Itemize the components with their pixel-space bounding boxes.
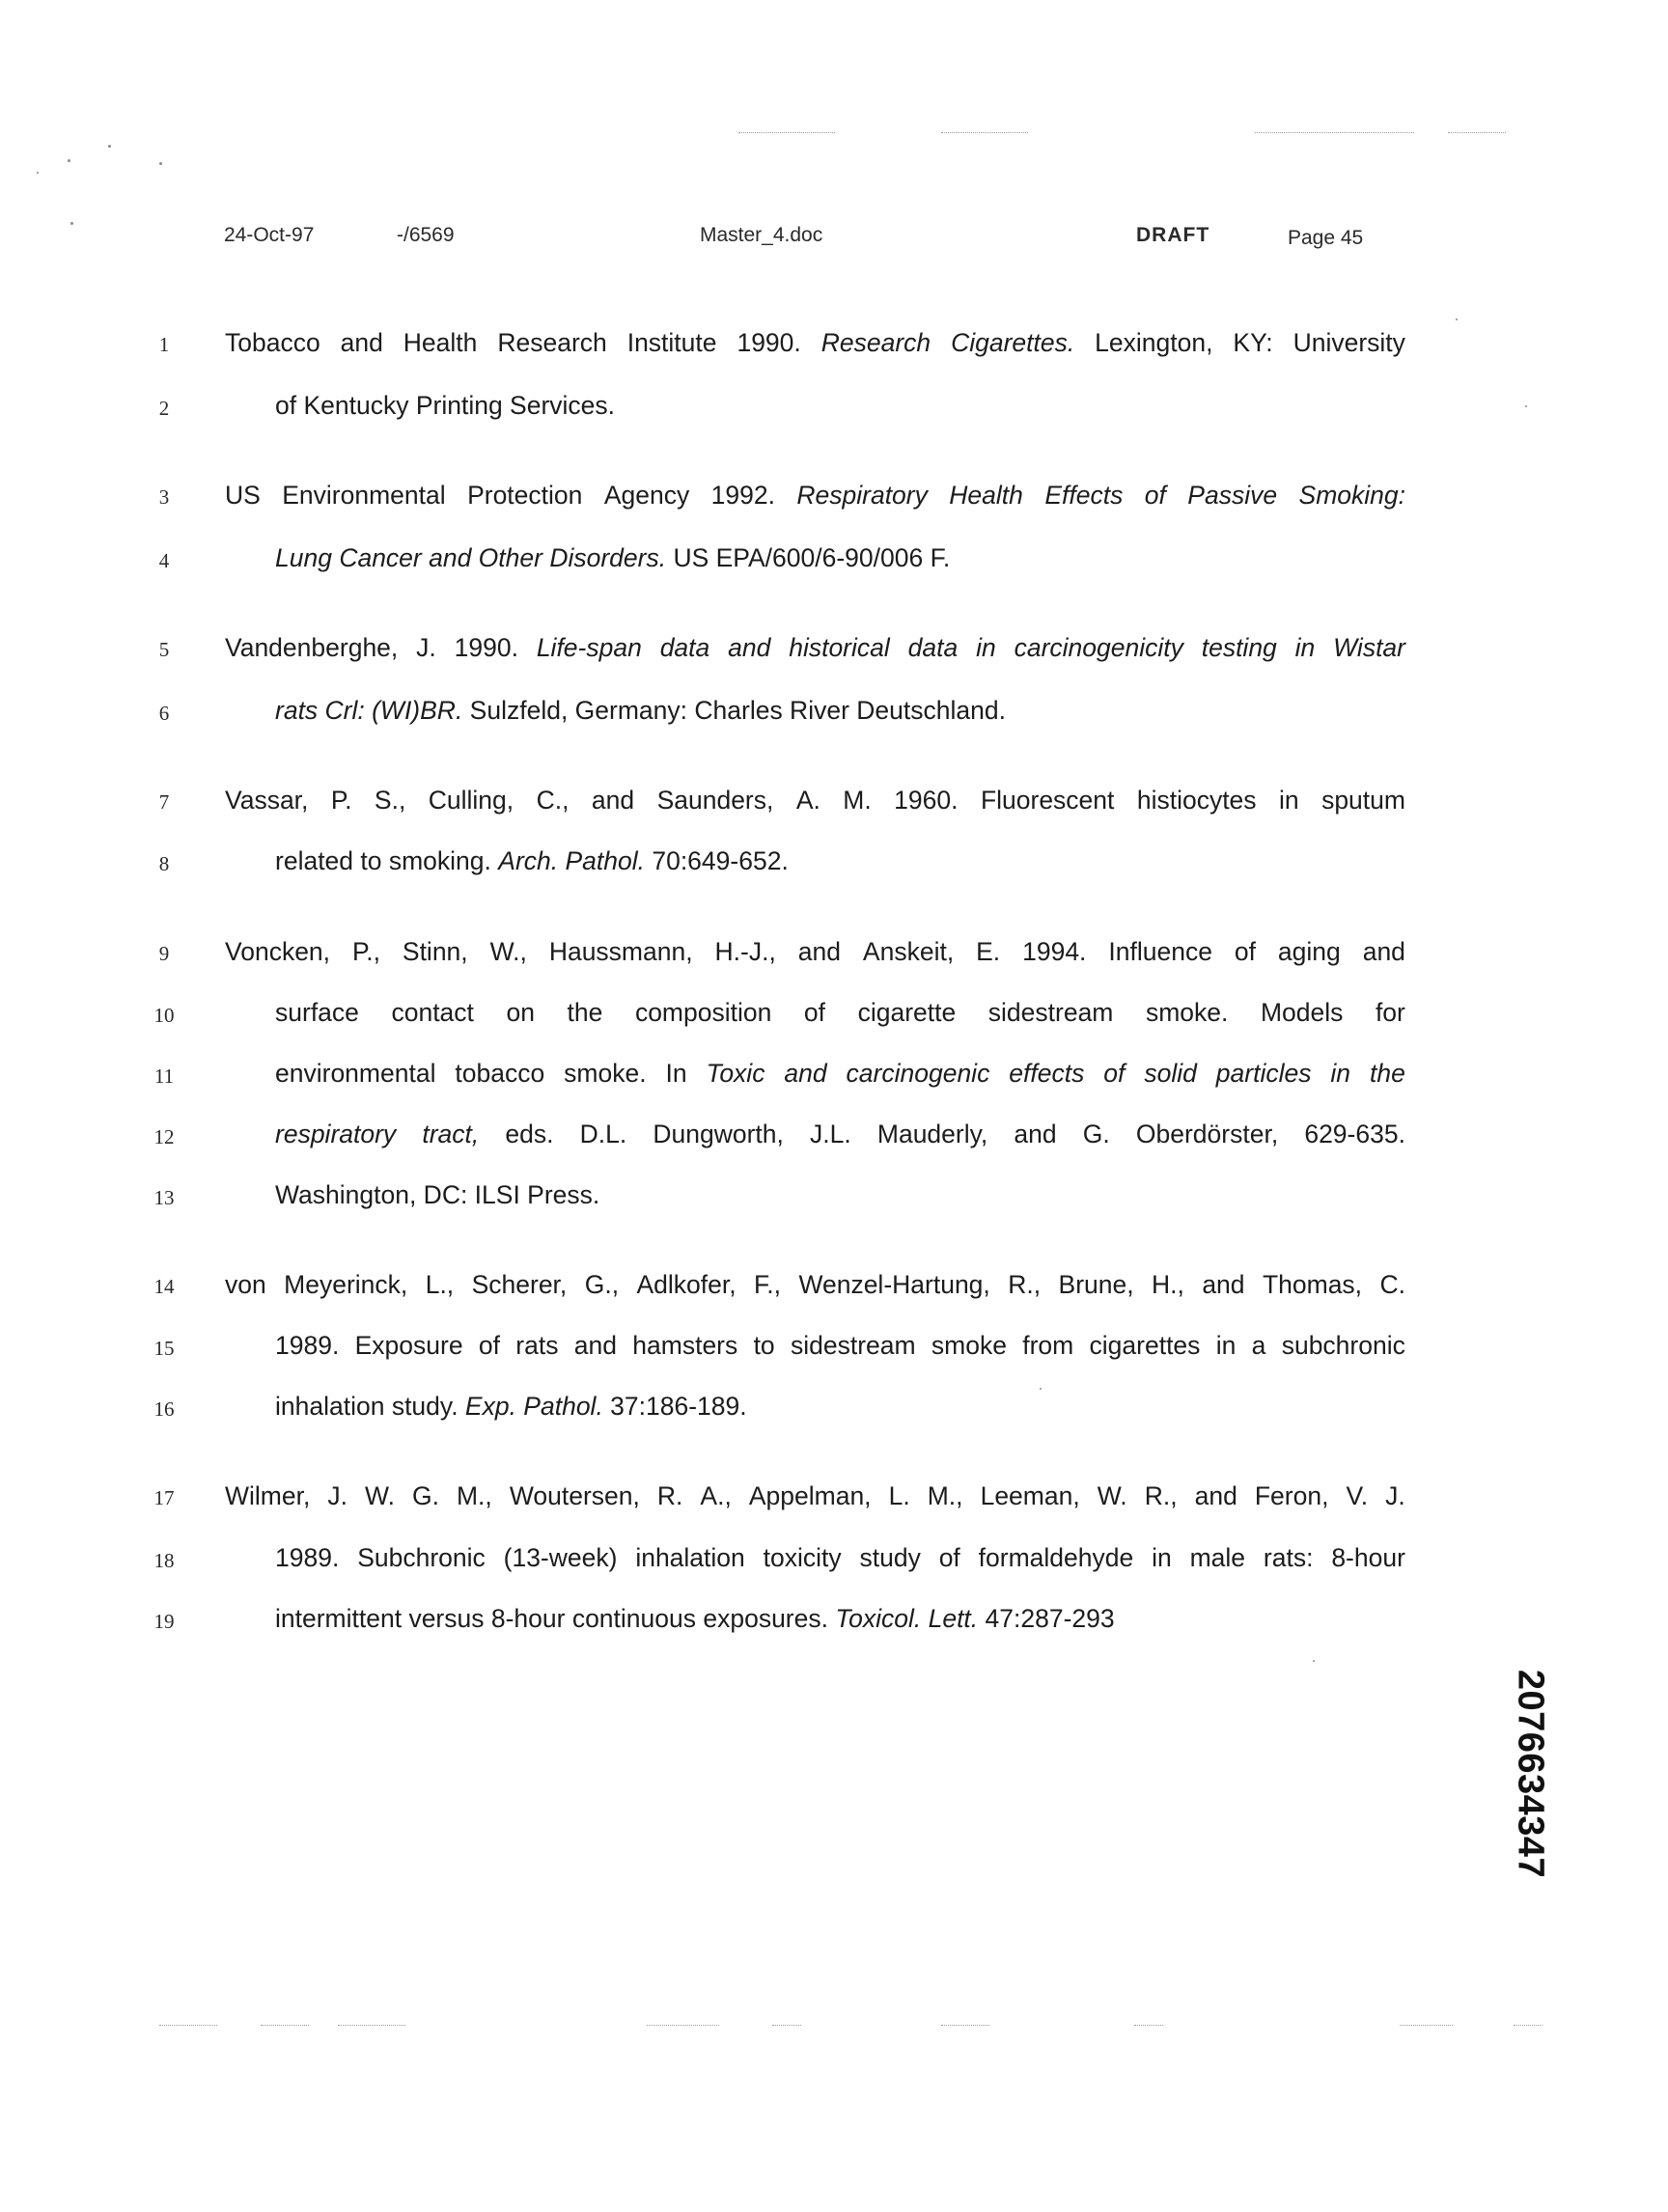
reference-line: [225, 633, 1405, 663]
reference-word: Voncken,: [225, 937, 331, 966]
reference-word: P.,: [351, 937, 380, 966]
reference-word: Mauderly,: [876, 1120, 988, 1148]
reference-word: a: [1251, 1331, 1266, 1360]
reference-word: Institute: [626, 328, 717, 357]
reference-line: [275, 1543, 1405, 1573]
reference-word: male: [1189, 1543, 1246, 1572]
reference-word: 1990.: [454, 633, 518, 662]
reference-word: environmental: [275, 1059, 436, 1088]
reference-word: and: [573, 1331, 617, 1360]
scan-dash: [941, 132, 1028, 134]
bates-number: 2076634347: [1510, 1669, 1551, 1879]
reference-word: contact: [391, 998, 474, 1027]
reference-word: Research: [497, 328, 607, 357]
reference-word: testing: [1201, 633, 1277, 662]
reference-word: M.,: [456, 1481, 492, 1510]
reference-word: Feron,: [1254, 1481, 1329, 1510]
reference-word: C.,: [536, 786, 570, 815]
reference-italic-text: Lung Cancer and Other Disorders.: [275, 543, 667, 572]
reference-word: F.,: [754, 1270, 782, 1299]
reference-word: 1990.: [737, 328, 801, 357]
reference-line: [275, 543, 950, 573]
reference-word: and: [1014, 1120, 1057, 1148]
reference-italic-text: Exp. Pathol.: [464, 1392, 603, 1421]
reference-word: Toxic: [706, 1059, 765, 1088]
reference-text: Washington, DC: ILSI Press.: [275, 1180, 600, 1209]
reference-word: of: [1103, 1059, 1126, 1088]
header-draft-status: DRAFT: [1136, 224, 1210, 246]
reference-word: Environmental: [282, 481, 446, 510]
reference-italic-text: Arch. Pathol.: [498, 846, 645, 875]
line-number: 13: [153, 1186, 175, 1209]
reference-word: S.,: [374, 786, 406, 815]
scan-dash: [941, 2025, 989, 2027]
reference-word: tract,: [422, 1120, 480, 1148]
reference-word: cigarettes: [1089, 1331, 1201, 1360]
reference-line: [275, 998, 1405, 1028]
line-number: 8: [158, 852, 170, 875]
reference-word: G.,: [584, 1270, 620, 1299]
reference-word: Thomas,: [1262, 1270, 1363, 1299]
reference-word: V.: [1346, 1481, 1369, 1510]
reference-word: H.-J.,: [714, 937, 776, 966]
reference-word: W.: [365, 1481, 395, 1510]
reference-word: formaldehyde: [978, 1543, 1134, 1572]
reference-text: Sulzfeld, Germany: Charles River Deutschland.: [462, 696, 1006, 725]
reference-line: [275, 1392, 747, 1422]
reference-word: inhalation: [635, 1543, 745, 1572]
reference-word: 1989.: [275, 1331, 340, 1360]
reference-text: of Kentucky Printing Services.: [275, 391, 616, 420]
reference-word: Wistar: [1333, 633, 1405, 662]
bates-number-stamp: [1506, 1669, 1554, 1879]
header-doc-id: -/6569: [397, 224, 455, 246]
scan-speck: [68, 159, 70, 162]
header-date: 24-Oct-97: [224, 224, 315, 246]
reference-text: 47:287-293: [978, 1604, 1115, 1633]
line-number: 10: [153, 1004, 175, 1027]
reference-word: 1989.: [275, 1543, 340, 1572]
reference-word: Vandenberghe,: [225, 633, 399, 662]
reference-word: Wilmer,: [225, 1481, 311, 1510]
reference-word: US: [225, 481, 261, 510]
reference-italic-text: Toxicol. Lett.: [835, 1604, 979, 1633]
line-number: 1: [158, 333, 170, 356]
reference-word: particles: [1215, 1059, 1312, 1088]
scan-speck: [1313, 1660, 1315, 1662]
reference-word: from: [1022, 1331, 1074, 1360]
line-number: 15: [153, 1337, 175, 1360]
reference-word: and: [1362, 937, 1405, 966]
reference-word: and: [784, 1059, 827, 1088]
reference-word: Respiratory: [796, 481, 928, 510]
reference-word: In: [665, 1059, 687, 1088]
reference-line: [275, 1180, 599, 1210]
scan-dash: [1400, 2025, 1453, 2027]
reference-word: E.: [976, 937, 1001, 966]
reference-word: of: [803, 998, 826, 1027]
reference-word: Vassar,: [225, 786, 309, 815]
reference-text: 37:186-189.: [602, 1392, 747, 1421]
header-filename: Master_4.doc: [700, 224, 823, 246]
reference-word: (13-week): [503, 1543, 618, 1572]
reference-word: Subchronic: [357, 1543, 486, 1572]
reference-line: [275, 846, 789, 876]
reference-word: J.: [416, 633, 436, 662]
reference-word: J.: [327, 1481, 348, 1510]
reference-word: smoke.: [1145, 998, 1229, 1027]
reference-word: in: [1215, 1331, 1237, 1360]
reference-word: of: [478, 1331, 500, 1360]
reference-word: the: [567, 998, 603, 1027]
reference-word: 1960.: [894, 786, 959, 815]
reference-word: W.,: [489, 937, 527, 966]
reference-word: histiocytes: [1136, 786, 1257, 815]
reference-word: Health: [403, 328, 478, 357]
scan-speck: [159, 162, 162, 165]
line-number: 17: [153, 1486, 175, 1509]
reference-word: and: [797, 937, 841, 966]
reference-word: cigarette: [857, 998, 957, 1027]
scan-speck: [1525, 405, 1527, 407]
reference-line: [225, 481, 1405, 511]
reference-word: Adlkofer,: [636, 1270, 737, 1299]
reference-word: on: [506, 998, 535, 1027]
reference-word: 1994.: [1022, 937, 1087, 966]
reference-word: Haussmann,: [548, 937, 693, 966]
reference-word: Influence: [1108, 937, 1212, 966]
reference-word: Lexington,: [1095, 328, 1213, 357]
reference-word: P.: [330, 786, 352, 815]
scan-dash: [1134, 2025, 1163, 2027]
scan-dash: [1448, 132, 1506, 134]
line-number: 12: [153, 1125, 175, 1148]
reference-word: Models: [1260, 998, 1344, 1027]
reference-word: Passive: [1187, 481, 1278, 510]
reference-word: J.L.: [810, 1120, 851, 1148]
line-number: 14: [153, 1275, 175, 1298]
reference-word: and: [340, 328, 383, 357]
reference-word: Woutersen,: [509, 1481, 640, 1510]
reference-word: in: [1294, 633, 1316, 662]
reference-line: [275, 696, 1006, 726]
reference-word: Protection: [467, 481, 583, 510]
reference-word: Leeman,: [980, 1481, 1080, 1510]
line-number: 5: [158, 638, 170, 661]
reference-word: 629-635.: [1304, 1120, 1405, 1148]
reference-word: of: [1144, 481, 1166, 510]
reference-word: Dungworth,: [653, 1120, 784, 1148]
reference-word: M.,: [927, 1481, 963, 1510]
reference-word: KY:: [1233, 328, 1273, 357]
line-number: 7: [158, 790, 170, 814]
scan-speck: [108, 145, 111, 148]
reference-word: aging: [1277, 937, 1341, 966]
reference-word: C.: [1379, 1270, 1405, 1299]
reference-word: Saunders,: [656, 786, 774, 815]
reference-word: Appelman,: [748, 1481, 872, 1510]
line-number: 9: [158, 942, 170, 965]
reference-word: in: [1152, 1543, 1172, 1572]
reference-word: M.: [843, 786, 872, 815]
reference-line: [225, 328, 1405, 358]
reference-word: Tobacco: [225, 328, 320, 357]
reference-word: L.,: [425, 1270, 455, 1299]
reference-word: for: [1375, 998, 1405, 1027]
reference-word: hamsters: [632, 1331, 738, 1360]
line-number: 18: [153, 1549, 175, 1572]
scan-dash: [1255, 132, 1414, 134]
reference-line: [225, 937, 1405, 967]
reference-word: 1992.: [710, 481, 775, 510]
reference-word: smoke: [931, 1331, 1007, 1360]
reference-word: the: [1369, 1059, 1405, 1088]
reference-word: Agency: [603, 481, 690, 510]
scan-dash: [1514, 2025, 1543, 2027]
reference-word: tobacco: [455, 1059, 545, 1088]
reference-word: carcinogenicity: [1014, 633, 1183, 662]
reference-word: 8-hour: [1331, 1543, 1405, 1572]
reference-word: study: [859, 1543, 921, 1572]
reference-word: L.: [888, 1481, 910, 1510]
reference-word: W.: [1097, 1481, 1127, 1510]
reference-text: intermittent versus 8-hour continuous exposures.: [275, 1604, 836, 1633]
reference-line: [225, 1481, 1405, 1511]
reference-word: Life-span: [536, 633, 642, 662]
reference-word: and: [1194, 1481, 1237, 1510]
reference-word: sputum: [1321, 786, 1405, 815]
reference-word: data: [659, 633, 710, 662]
reference-word: J.: [1385, 1481, 1405, 1510]
reference-line: [275, 1331, 1405, 1361]
reference-word: Health: [949, 481, 1023, 510]
reference-word: and: [728, 633, 771, 662]
reference-word: to: [753, 1331, 775, 1360]
reference-word: in: [976, 633, 996, 662]
reference-word: historical: [789, 633, 890, 662]
line-number: 3: [158, 485, 170, 509]
reference-word: Wenzel-Hartung,: [798, 1270, 990, 1299]
reference-italic-text: rats Crl: (WI)BR.: [275, 696, 463, 725]
reference-word: D.L.: [579, 1120, 627, 1148]
reference-word: in: [1330, 1059, 1351, 1088]
reference-word: effects: [1009, 1059, 1085, 1088]
reference-word: rats: [515, 1331, 559, 1360]
reference-word: toxicity: [763, 1543, 842, 1572]
reference-word: sidestream: [790, 1331, 916, 1360]
reference-word: data: [907, 633, 959, 662]
scan-dash: [647, 2025, 719, 2027]
reference-word: Exposure: [354, 1331, 463, 1360]
reference-word: surface: [275, 998, 359, 1027]
reference-word: A.: [795, 786, 820, 815]
reference-word: sidestream: [987, 998, 1114, 1027]
reference-word: R.,: [1008, 1270, 1042, 1299]
reference-line: [275, 1120, 1405, 1149]
reference-word: Oberdörster,: [1135, 1120, 1279, 1148]
reference-word: respiratory: [275, 1120, 397, 1148]
reference-word: eds.: [505, 1120, 554, 1148]
reference-word: carcinogenic: [846, 1059, 990, 1088]
line-number: 16: [153, 1397, 175, 1421]
scan-dash: [772, 2025, 801, 2027]
reference-word: Culling,: [428, 786, 514, 815]
reference-word: Stinn,: [402, 937, 468, 966]
scan-speck: [37, 172, 39, 174]
scan-dash: [338, 2025, 405, 2027]
reference-word: Meyerinck,: [284, 1270, 408, 1299]
reference-word: Effects: [1044, 481, 1124, 510]
reference-word: Scherer,: [471, 1270, 568, 1299]
reference-line: [275, 391, 615, 421]
scan-speck: [1040, 1388, 1042, 1390]
reference-line: [275, 1604, 1115, 1634]
reference-word: and: [1202, 1270, 1245, 1299]
reference-word: Cigarettes.: [951, 328, 1075, 357]
header-page-number: Page 45: [1288, 227, 1364, 249]
reference-text: inhalation study.: [275, 1392, 465, 1421]
reference-text: 70:649-652.: [644, 846, 789, 875]
reference-word: Brune,: [1058, 1270, 1134, 1299]
reference-word: von: [225, 1270, 266, 1299]
reference-word: Fluorescent: [980, 786, 1115, 815]
reference-word: Anskeit,: [862, 937, 955, 966]
line-number: 2: [158, 397, 170, 420]
line-number: 11: [153, 1065, 175, 1088]
reference-line: [225, 786, 1405, 816]
reference-line: [275, 1059, 1405, 1089]
reference-word: solid: [1144, 1059, 1197, 1088]
reference-word: smoke.: [564, 1059, 647, 1088]
reference-word: Research: [820, 328, 931, 357]
reference-word: R.: [656, 1481, 683, 1510]
reference-word: G.: [1082, 1120, 1110, 1148]
reference-word: G.: [411, 1481, 439, 1510]
line-number: 6: [158, 702, 170, 725]
scan-speck: [1456, 318, 1458, 320]
reference-word: subchronic: [1281, 1331, 1405, 1360]
scan-dash: [261, 2025, 309, 2027]
reference-text: US EPA/600/6-90/006 F.: [666, 543, 951, 572]
reference-word: R.,: [1144, 1481, 1178, 1510]
reference-word: rats:: [1263, 1543, 1314, 1572]
reference-word: composition: [634, 998, 772, 1027]
scan-dash: [159, 2025, 217, 2027]
reference-word: of: [1234, 937, 1256, 966]
line-number: 19: [153, 1610, 175, 1633]
scan-dash: [738, 132, 835, 134]
scan-speck: [70, 222, 73, 225]
reference-word: in: [1278, 786, 1299, 815]
line-number: 4: [158, 549, 170, 572]
reference-word: and: [591, 786, 635, 815]
reference-word: Smoking:: [1298, 481, 1405, 510]
reference-word: University: [1293, 328, 1405, 357]
reference-text: related to smoking.: [275, 846, 499, 875]
reference-line: [225, 1270, 1405, 1300]
reference-word: A.,: [700, 1481, 732, 1510]
reference-word: of: [938, 1543, 960, 1572]
reference-word: H.,: [1152, 1270, 1184, 1299]
